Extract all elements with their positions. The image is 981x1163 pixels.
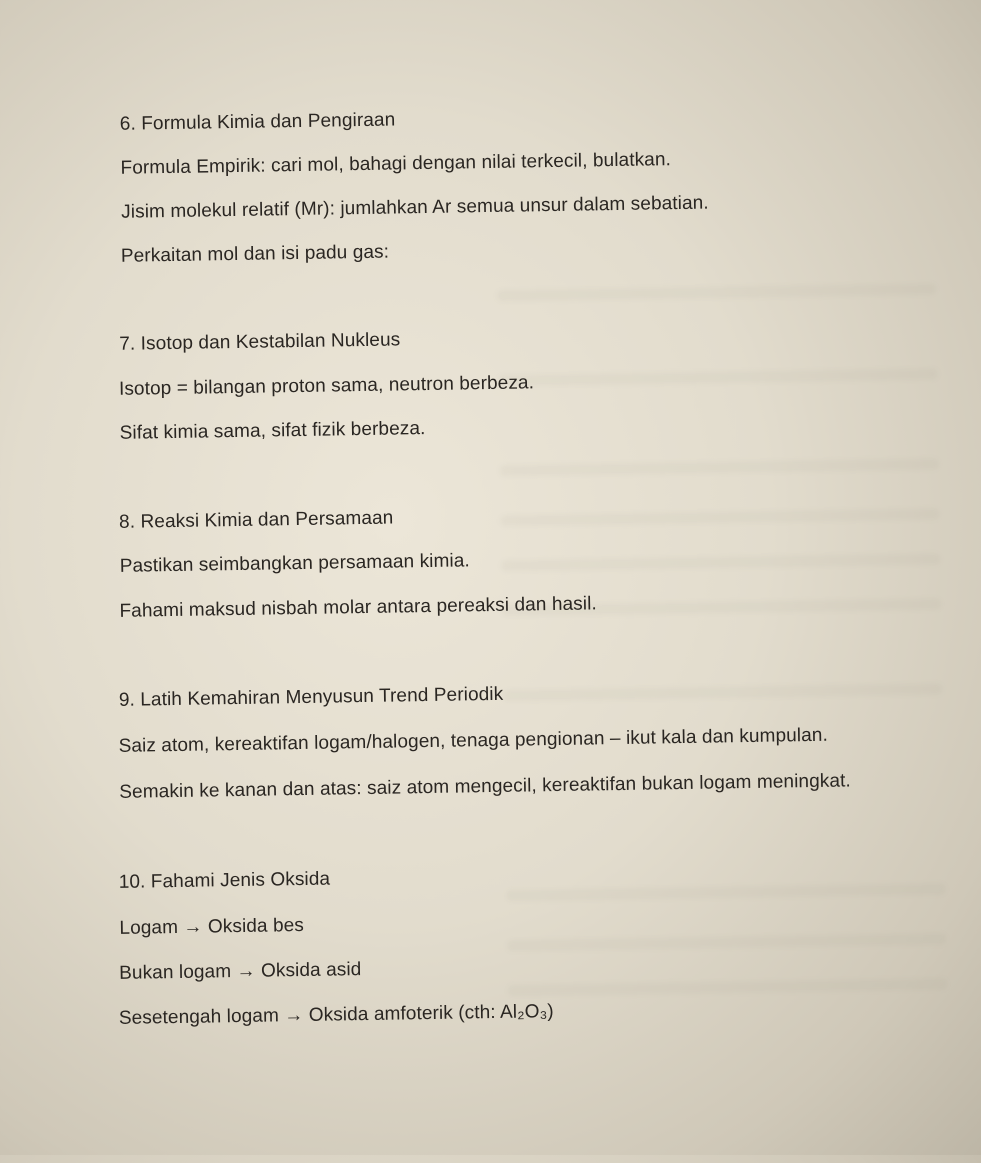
section-9-heading: 9. Latih Kemahiran Menyusun Trend Periodik: [118, 683, 504, 711]
section-9-line-2: Semakin ke kanan dan atas: saiz atom mengecil, kereaktifan bukan logam meningkat.: [119, 770, 851, 803]
section-7-line-1: Isotop = bilangan proton sama, neutron berbeza.: [118, 372, 535, 400]
section-10-heading: 10. Fahami Jenis Oksida: [118, 868, 331, 893]
section-10-line-2: Bukan logam → Oksida asid: [119, 959, 362, 984]
show-through-mark: [506, 883, 946, 902]
section-7-line-2: Sifat kimia sama, sifat fizik berbeza.: [119, 418, 426, 444]
section-10-line-3: Sesetengah logam → Oksida amfoterik (cth: Al₂O₃): [118, 1001, 554, 1029]
show-through-mark: [501, 553, 941, 572]
show-through-mark: [500, 508, 940, 527]
section-8-line-2: Fahami maksud nisbah molar antara pereaksi dan hasil.: [119, 593, 597, 622]
show-through-mark: [496, 283, 936, 302]
section-7-heading: 7. Isotop dan Kestabilan Nukleus: [119, 329, 401, 355]
section-6-heading: 6. Formula Kimia dan Pengiraan: [119, 109, 396, 135]
section-6-line-2: Jisim molekul relatif (Mr): jumlahkan Ar semua unsur dalam sebatian.: [121, 192, 709, 223]
show-through-mark: [499, 458, 939, 477]
section-10-line-1: Logam → Oksida bes: [119, 914, 305, 939]
section-6-line-1: Formula Empirik: cari mol, bahagi dengan nilai terkecil, bulatkan.: [120, 149, 672, 179]
show-through-mark: [498, 368, 938, 387]
section-8-heading: 8. Reaksi Kimia dan Persamaan: [118, 507, 394, 533]
section-8-line-1: Pastikan seimbangkan persamaan kimia.: [119, 550, 471, 577]
show-through-mark: [507, 978, 947, 997]
section-9-line-1: Saiz atom, kereaktifan logam/halogen, tenaga pengionan – ikut kala dan kumpulan.: [118, 724, 829, 757]
section-6-line-3: Perkaitan mol dan isi padu gas:: [120, 241, 390, 267]
show-through-mark: [507, 933, 947, 952]
show-through-mark: [503, 683, 943, 702]
